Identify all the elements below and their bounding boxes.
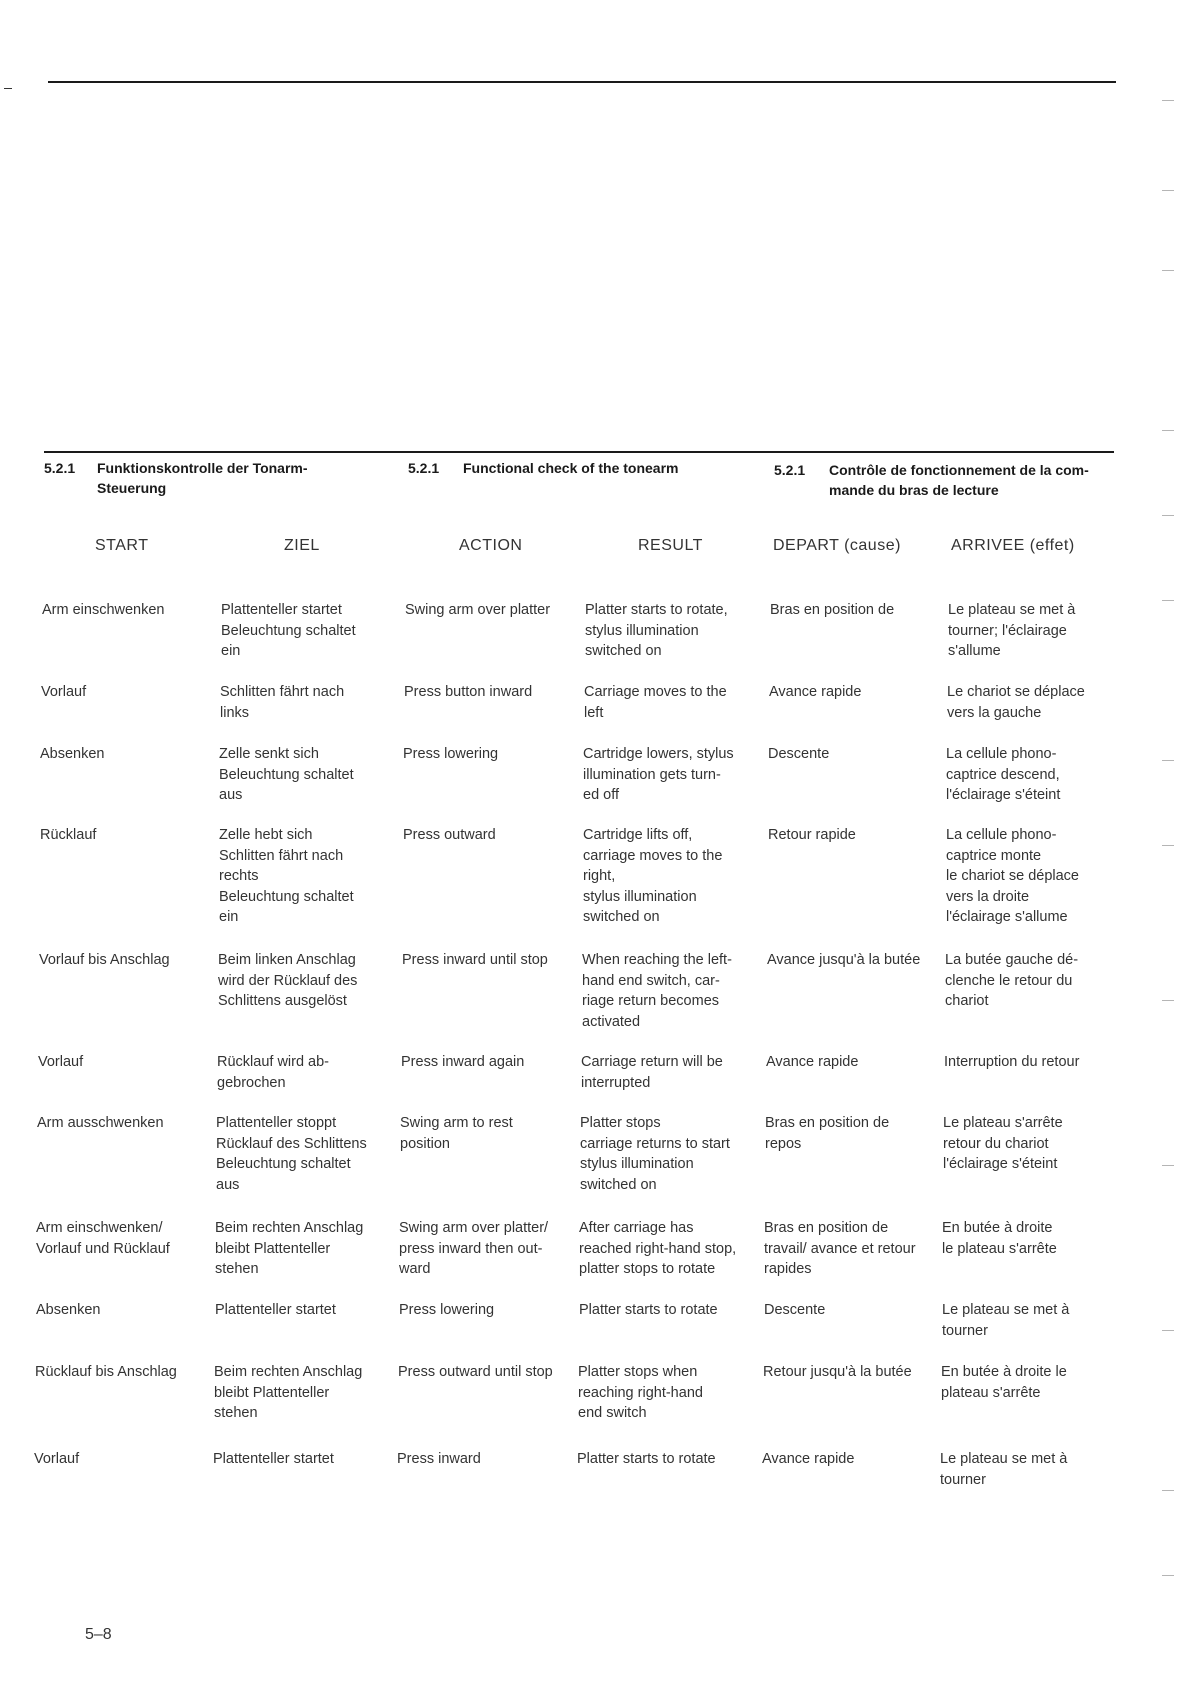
section-number: 5.2.1 bbox=[44, 460, 76, 476]
cell-depart: Avance rapide bbox=[769, 684, 862, 700]
cell-action: Press inward until stop bbox=[402, 952, 548, 968]
scan-mark bbox=[1162, 100, 1174, 101]
cell-result: Platter starts to rotate bbox=[577, 1451, 716, 1467]
scan-mark bbox=[1162, 430, 1174, 431]
cell-ziel: Beim rechten Anschlag bleibt Plattenteller stehen bbox=[214, 1364, 363, 1421]
cell-arrivee: Interruption du retour bbox=[944, 1054, 1080, 1070]
cell-ziel: Rücklauf wird ab- gebrochen bbox=[217, 1054, 330, 1091]
cell-result: Carriage moves to the left bbox=[584, 684, 727, 721]
cell-ziel: Plattenteller startet Beleuchtung schaltet ein bbox=[221, 602, 356, 659]
cell-action: Press lowering bbox=[403, 746, 499, 762]
page-number: 5–8 bbox=[85, 1626, 112, 1643]
cell-result: Cartridge lowers, stylus illumination gets turn- ed off bbox=[583, 746, 734, 803]
cell-depart: Descente bbox=[768, 746, 830, 762]
cell-arrivee: Le plateau se met à tourner; l'éclairage s'allume bbox=[948, 602, 1076, 659]
scan-mark bbox=[1162, 600, 1174, 601]
cell-depart: Avance rapide bbox=[762, 1451, 855, 1467]
cell-action: Press lowering bbox=[399, 1302, 495, 1318]
cell-depart: Retour jusqu'à la butée bbox=[763, 1364, 912, 1380]
cell-depart: Descente bbox=[764, 1302, 826, 1318]
cell-arrivee: En butée à droite le plateau s'arrête bbox=[941, 1364, 1067, 1401]
cell-arrivee: Le plateau s'arrête retour du chariot l'éclairage s'éteint bbox=[943, 1115, 1063, 1172]
column-header-result: RESULT bbox=[638, 537, 703, 554]
scan-mark bbox=[1162, 1330, 1174, 1331]
cell-result: Platter stops when reaching right-hand end switch bbox=[578, 1364, 703, 1421]
cell-depart: Avance jusqu'à la butée bbox=[767, 952, 921, 968]
scan-mark bbox=[1162, 1000, 1174, 1001]
cell-ziel: Plattenteller startet bbox=[213, 1451, 334, 1467]
cell-start: Rücklauf bis Anschlag bbox=[35, 1364, 177, 1380]
scan-mark bbox=[1162, 270, 1174, 271]
cell-start: Vorlauf bis Anschlag bbox=[39, 952, 170, 968]
cell-depart: Avance rapide bbox=[766, 1054, 859, 1070]
section-number: 5.2.1 bbox=[774, 462, 806, 478]
margin-dash bbox=[4, 88, 12, 89]
cell-action: Press outward bbox=[403, 827, 496, 843]
column-header-ziel: ZIEL bbox=[284, 537, 320, 554]
cell-arrivee: En butée à droite le plateau s'arrête bbox=[942, 1220, 1057, 1257]
cell-start: Absenken bbox=[40, 746, 105, 762]
cell-action: Swing arm to rest position bbox=[400, 1115, 513, 1152]
cell-arrivee: Le plateau se met à tourner bbox=[942, 1302, 1070, 1339]
cell-result: After carriage has reached right-hand stop, platter stops to rotate bbox=[579, 1220, 737, 1277]
cell-depart: Bras en position de bbox=[770, 602, 895, 618]
cell-arrivee: La cellule phono- captrice monte le chariot se déplace vers la droite l'éclairage s'allume bbox=[946, 827, 1079, 925]
cell-action: Press outward until stop bbox=[398, 1364, 553, 1380]
cell-arrivee: Le plateau se met à tourner bbox=[940, 1451, 1068, 1488]
scan-mark bbox=[1162, 760, 1174, 761]
cell-result: Platter stops carriage returns to start stylus illumination switched on bbox=[580, 1115, 730, 1193]
cell-start: Arm einschwenken/ Vorlauf und Rücklauf bbox=[36, 1220, 170, 1257]
scan-mark bbox=[1162, 515, 1174, 516]
scan-mark bbox=[1162, 1165, 1174, 1166]
cell-ziel: Beim rechten Anschlag bleibt Plattenteller stehen bbox=[215, 1220, 364, 1277]
cell-ziel: Beim linken Anschlag wird der Rücklauf des Schlittens ausgelöst bbox=[218, 952, 358, 1009]
cell-start: Vorlauf bbox=[38, 1054, 84, 1070]
section-title: Functional check of the tonearm bbox=[463, 460, 679, 476]
cell-result: Carriage return will be interrupted bbox=[581, 1054, 723, 1091]
cell-ziel: Zelle senkt sich Beleuchtung schaltet aus bbox=[219, 746, 354, 803]
cell-arrivee: Le chariot se déplace vers la gauche bbox=[947, 684, 1085, 721]
cell-arrivee: La cellule phono- captrice descend, l'éclairage s'éteint bbox=[946, 746, 1061, 803]
cell-ziel: Zelle hebt sich Schlitten fährt nach rechts Beleuchtung schaltet ein bbox=[219, 827, 354, 925]
cell-action: Press button inward bbox=[404, 684, 533, 700]
cell-result: When reaching the left- hand end switch, car- riage return becomes activated bbox=[582, 952, 732, 1030]
cell-depart: Bras en position de repos bbox=[765, 1115, 890, 1152]
top-rule bbox=[48, 81, 1116, 83]
cell-action: Press inward bbox=[397, 1451, 481, 1467]
scan-mark bbox=[1162, 1490, 1174, 1491]
scan-mark bbox=[1162, 845, 1174, 846]
cell-ziel: Plattenteller startet bbox=[215, 1302, 336, 1318]
section-number: 5.2.1 bbox=[408, 460, 440, 476]
cell-start: Vorlauf bbox=[34, 1451, 80, 1467]
scan-mark bbox=[1162, 1575, 1174, 1576]
section-title: Funktionskontrolle der Tonarm- Steuerung bbox=[97, 460, 308, 496]
cell-depart: Retour rapide bbox=[768, 827, 856, 843]
column-header-depart: DEPART (cause) bbox=[773, 537, 901, 554]
cell-result: Platter starts to rotate, stylus illumination switched on bbox=[585, 602, 728, 659]
cell-result: Platter starts to rotate bbox=[579, 1302, 718, 1318]
cell-start: Arm einschwenken bbox=[42, 602, 165, 618]
column-header-arrivee: ARRIVEE (effet) bbox=[951, 537, 1075, 554]
column-header-action: ACTION bbox=[459, 537, 523, 554]
cell-action: Swing arm over platter bbox=[405, 602, 551, 618]
column-header-start: START bbox=[95, 537, 149, 554]
cell-start: Absenken bbox=[36, 1302, 101, 1318]
cell-depart: Bras en position de travail/ avance et retour rapides bbox=[764, 1220, 916, 1277]
cell-action: Press inward again bbox=[401, 1054, 525, 1070]
section-rule bbox=[44, 451, 1114, 453]
cell-start: Arm ausschwenken bbox=[37, 1115, 164, 1131]
cell-result: Cartridge lifts off, carriage moves to the right, stylus illumination switched on bbox=[583, 827, 723, 925]
cell-ziel: Plattenteller stoppt Rücklauf des Schlittens Beleuchtung schaltet aus bbox=[216, 1115, 367, 1193]
cell-action: Swing arm over platter/ press inward then out- ward bbox=[399, 1220, 549, 1277]
cell-arrivee: La butée gauche dé- clenche le retour du chariot bbox=[945, 952, 1079, 1009]
scan-mark bbox=[1162, 190, 1174, 191]
cell-start: Rücklauf bbox=[40, 827, 97, 843]
cell-start: Vorlauf bbox=[41, 684, 87, 700]
section-title: Contrôle de fonctionnement de la com- mande du bras de lecture bbox=[829, 462, 1089, 498]
cell-ziel: Schlitten fährt nach links bbox=[220, 684, 345, 721]
